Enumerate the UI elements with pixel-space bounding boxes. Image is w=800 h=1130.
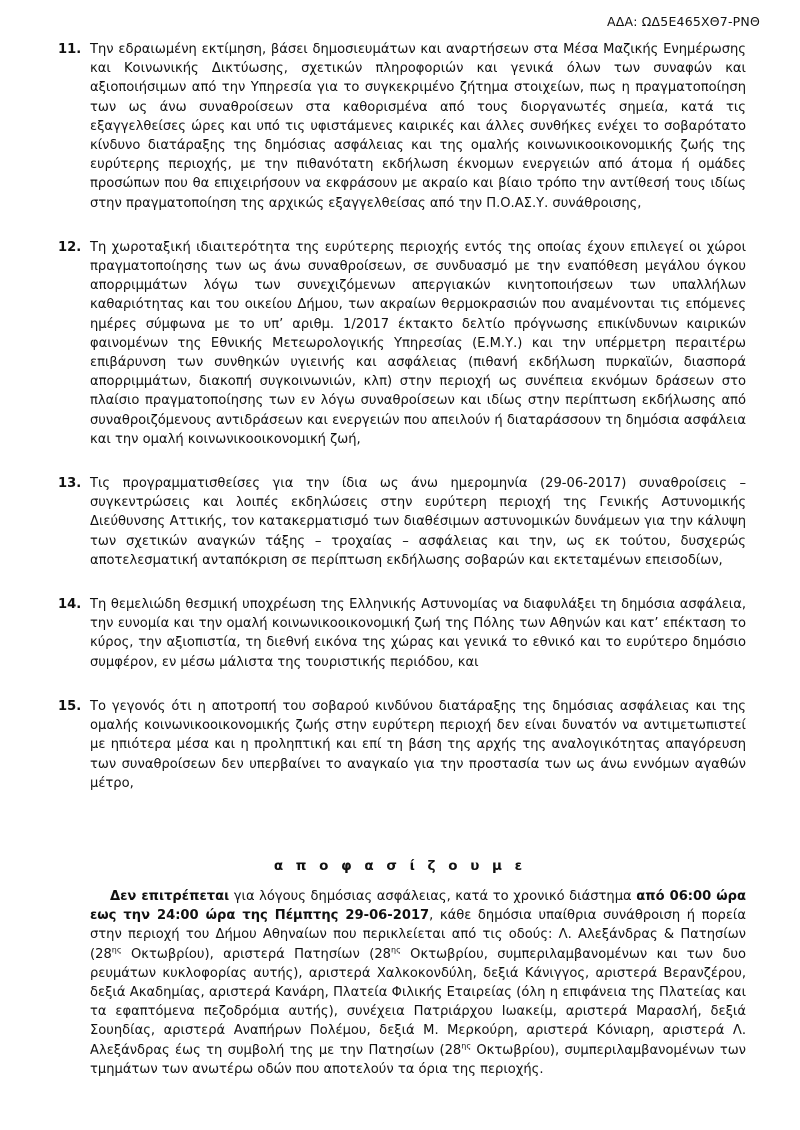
item-number: 11.: [58, 42, 82, 57]
item-number: 13.: [58, 476, 82, 492]
item-number: 12.: [58, 239, 82, 255]
item-number: 15.: [58, 698, 82, 714]
considerations-list: [58, 40, 746, 793]
list-item-13: [58, 474, 746, 570]
list-item-15: [58, 697, 746, 793]
item-text: Την εδραιωμένη εκτίμηση, βάσει δημοσιευμάτων και αναρτήσεων στα Μέσα Μαζικής Ενημέρωσης και Κοινωνικής Δικτύωσης, σχετικών πληροφοριών και γενικά όλων των συναφών και αξιοποιήσιμων από την Υπηρεσία για το συγκεκριμένο ζήτημα στοιχείων, πως η πραγματοποίηση των ως άνω συναθροίσεων στα καθορισμένα από τους διοργανωτές σημεία, κατά τις εξαγγελθείσες ώρες και υπό τις υφιστάμενες καιρικές και άλλες συνθήκες ενέχει το σοβαρότατο κίνδυνο διατάραξης της δημόσιας ασφάλειας και της ομαλής κοινωνικοοικονομικής ζωής της ευρύτερης περιοχής, με την πιθανότατη εκδήλωση έκνομων ενεργειών από άτομα ή ομάδες προσώπων που θα επιχειρήσουν να εκφράσουν με ακραίο και βίαιο τρόπο την αντίθεσή τους ιδίως στην πραγματοποίηση της αρχικώς εξαγγελθείσας από την Π.Ο.ΑΣ.Υ. συνάθροισης,: [90, 42, 746, 211]
decision-bold-prohibition: Δεν επιτρέπεται: [110, 889, 230, 904]
list-item-14: [58, 595, 746, 672]
list-item-12: [58, 238, 746, 449]
decision-text: για λόγους δημόσιας ασφάλειας, κατά το χρονικό διάστημα: [229, 889, 637, 904]
ordinal-superscript: ης: [461, 1041, 472, 1051]
list-item-11: [58, 40, 746, 213]
item-text: Τη χωροταξική ιδιαιτερότητα της ευρύτερης περιοχής εντός της οποίας έχουν επιλεγεί οι χώροι πραγματοποίησης των ως άνω συναθροίσεων, σε συνδυασμό με την εναπόθεση μεγάλου όγκου απορριμμάτων λόγω των συνεχιζόμενων απεργιακών κινητοποιήσεων των υπαλλήλων καθαριότητας και του οικείου Δήμου, των ακραίων θερμοκρασιών που αναμένονται τις επόμενες ημέρες σύμφωνα με το υπ’ αριθμ. 1/2017 έκτακτο δελτίο πρόγνωσης επικίνδυνων καιρικών φαινομένων της Εθνικής Μετεωρολογικής Υπηρεσίας (Ε.Μ.Υ.) και την υπέρμετρη περαιτέρω επιβάρυνση των συνθηκών υγιεινής και ασφάλειας (πιθανή εκδήλωση πυρκαϊών, διασπορά απορριμμάτων, διακοπή συγκοινωνιών, κλπ) στην περιοχή ως συνέπεια εκνόμων δράσεων στο πλαίσιο πραγματοποίησης των εν λόγω συναθροίσεων και ιδίως στην περίπτωση εκδήλωσης από συναθροιζόμενους αντιδράσεων και ενεργειών που απειλούν ή διαταράσσουν τη δημόσια ασφάλεια και την ομαλή κοινωνικοοικονομική ζωή,: [90, 239, 746, 447]
decision-text: Οκτωβρίου), αριστερά Πατησίων (28: [121, 946, 391, 962]
decision-paragraph: [90, 887, 746, 1079]
decision-text: , κάθε δημόσια υπαίθρια συνάθροιση ή πορεία στην περιοχή του Δήμου Αθηναίων που περικλείεται από τις οδούς: Λ. Αλεξάνδρας & Πατησίων (28: [90, 908, 746, 962]
ordinal-superscript: ης: [111, 945, 122, 955]
ordinal-superscript: ης: [391, 945, 401, 955]
item-number: 14.: [58, 597, 82, 613]
item-text: Το γεγονός ότι η αποτροπή του σοβαρού κινδύνου διατάραξης της δημόσιας ασφάλειας και της ομαλής κοινωνικοοικονομικής ζωής στην ευρύτερη περιοχή δεν είναι δυνατόν να αντιμετωπιστεί με ηπιότερα μέσα και η προληπτική και επί τη βάση της αρχής της αναλογικότητας απαγόρευση των συναθροίσεων δεν υπερβαίνει το αναγκαίο για την προστασία των ως άνω εννόμων αγαθών μέτρο,: [90, 698, 746, 791]
decision-text: Οκτωβρίου, συμπεριλαμβανομένων και των δυο ρευμάτων κυκλοφορίας αυτής), αριστερά Χαλκοκονδύλη, δεξιά Κάνιγγος, αριστερά Βερανζέρου, δεξιά Ακαδημίας, αριστερά Κανάρη, Πλατεία Φιλικής Εταιρείας (όλη η επιφάνεια της Πλατείας και τα εφαπτόμενα πεζοδρόμια αυτής), συνέχεια Πατριάρχου Ιωακείμ, αριστερά Μαρασλή, δεξιά Σουηδίας, αριστερά Αναπήρων Πολέμου, δεξιά Μ. Μερκούρη, αριστερά Κόνιαρη, αριστερά Λ. Αλεξάνδρας έως τη συμβολή της με την Πατησίων (28: [90, 946, 746, 1058]
item-text: Τις προγραμματισθείσες για την ίδια ως άνω ημερομηνία (29-06-2017) συναθροίσεις – συγκεντρώσεις και λοιπές εκδηλώσεις στην ευρύτερη περιοχή της Γενικής Αστυνομικής Διεύθυνσης Αττικής, τον κατακερματισμό των διαθέσιμων αστυνομικών δυνάμεων για την κάλυψη των σχετικών αναγκών τάξης – τροχαίας – ασφάλειας και την, ως εκ τούτου, δυσχερώς αποτελεσματική ανταπόκριση σε περίπτωση εκδήλωσης σοβαρών και εκτεταμένων επεισοδίων,: [90, 476, 746, 568]
decision-text: Οκτωβρίου), συμπεριλαμβανομένων των τμημάτων των ανωτέρω οδών που αποτελούν τα όρια της περιοχής.: [90, 1042, 746, 1077]
decision-bold-timeframe: από 06:00 ώρα εως την 24:00 ώρα της Πέμπτης 29-06-2017: [90, 889, 746, 924]
ada-code: ΑΔΑ: ΩΔ5Ε465ΧΘ7-ΡΝΘ: [606, 14, 760, 29]
decision-heading: α π ο φ α σ ί ζ ο υ μ ε: [273, 858, 527, 874]
item-text: Τη θεμελιώδη θεσμική υποχρέωση της Ελληνικής Αστυνομίας να διαφυλάξει τη δημόσια ασφάλεια, την ευνομία και την ομαλή κοινωνικοοικονομική ζωή της Πόλης των Αθηνών και κατ’ επέκταση το κύρος, την αξιοπιστία, τη διεθνή εικόνα της χώρας και γενικά το εθνικό και το ευρύτερο δημόσιο συμφέρον, εν μέσω μάλιστα της τουριστικής περιόδου, και: [90, 597, 746, 670]
